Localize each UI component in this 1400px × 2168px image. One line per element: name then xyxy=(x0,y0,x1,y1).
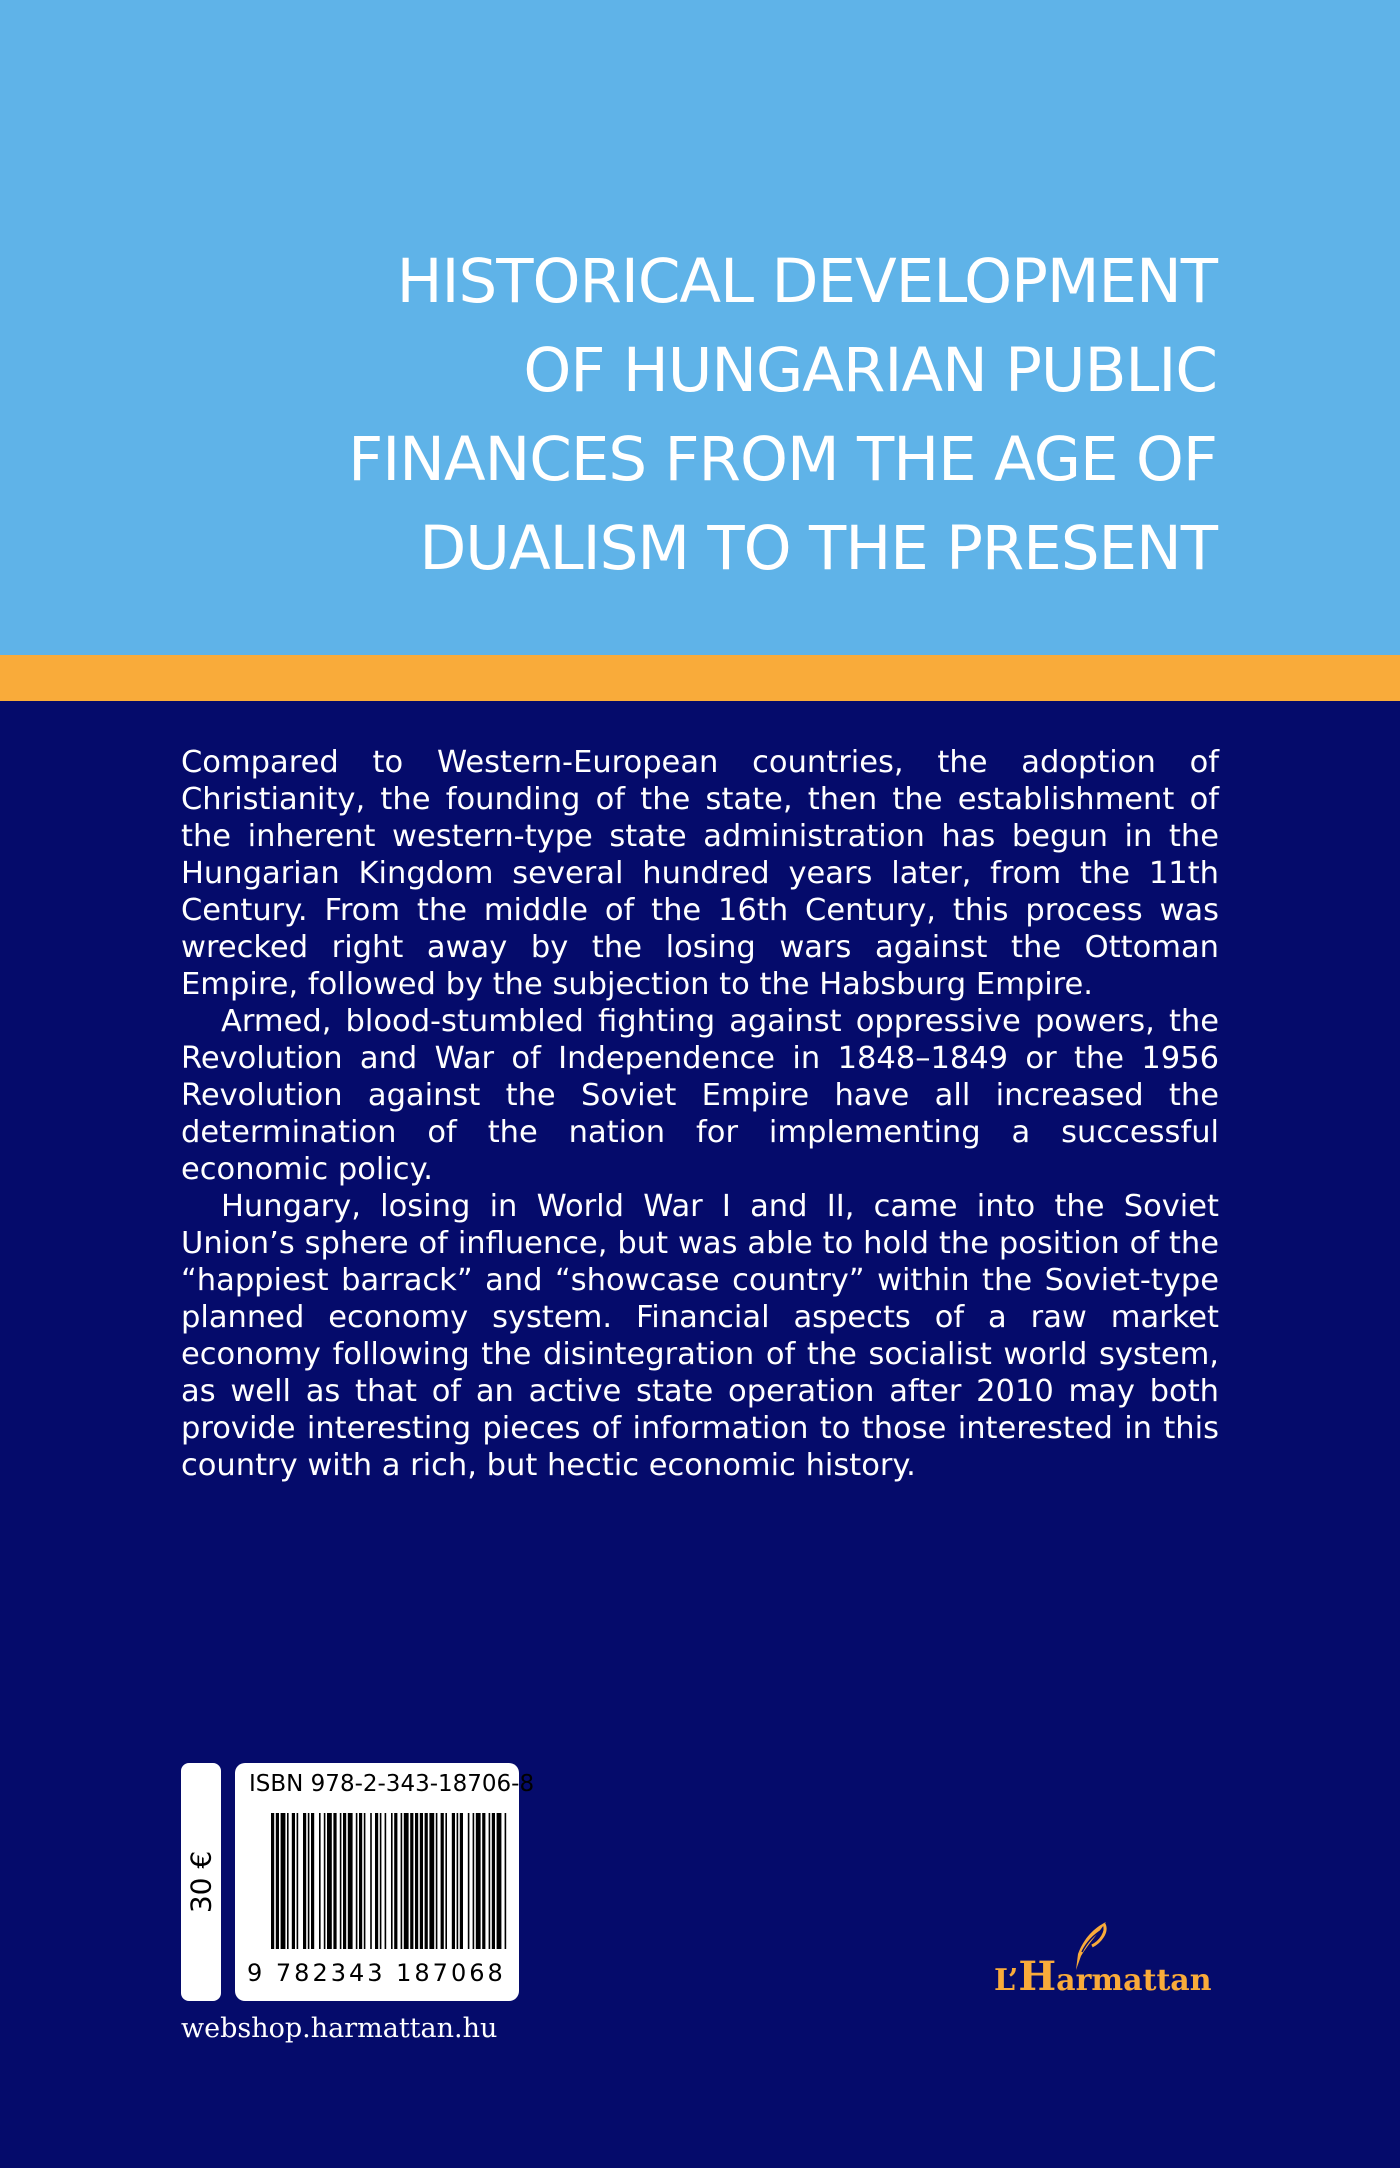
barcode-bar xyxy=(473,1813,475,1949)
barcode-bar xyxy=(287,1813,289,1949)
barcode-bar xyxy=(308,1813,310,1949)
barcode-bar xyxy=(380,1813,382,1949)
barcode-bar xyxy=(425,1813,428,1949)
barcode-bar xyxy=(394,1813,397,1949)
isbn-label: ISBN 978-2-343-18706-8 xyxy=(249,1771,535,1797)
barcode-bar xyxy=(356,1813,358,1949)
barcode-bar xyxy=(319,1813,321,1949)
publisher-rest: armattan xyxy=(1056,1963,1212,1998)
price-box xyxy=(181,1763,221,2001)
barcode-bar xyxy=(460,1813,463,1949)
barcode-bar xyxy=(436,1813,438,1949)
barcode-bar xyxy=(410,1813,413,1949)
barcode-bar xyxy=(303,1813,306,1949)
publisher-initial: H xyxy=(1018,1953,1057,2000)
title-line-4: DUALISM TO THE PRESENT xyxy=(419,513,1217,584)
barcode-bar xyxy=(281,1813,286,1949)
orange-stripe xyxy=(0,655,1400,701)
barcode-bar xyxy=(489,1813,491,1949)
barcode-bar xyxy=(385,1813,387,1949)
barcode-bar xyxy=(476,1813,481,1949)
barcode-bar xyxy=(292,1813,295,1949)
barcode-bar xyxy=(457,1813,459,1949)
barcode-bar xyxy=(340,1813,342,1949)
back-cover-blurb xyxy=(181,744,1219,1484)
barcode-bar xyxy=(276,1813,279,1949)
barcode-bar xyxy=(375,1813,378,1949)
blurb-paragraph-1: Compared to Western-European countries, the adoption of Christianity, the founding of the state, then the establishment of the inherent western-type state administration has begun in the Hungarian Kingdom several hundred years later, from the 11th Century. From the middle of the 16th Century, this process was wrecked right away by the losing wars against the Ottoman Empire, followed by the subjection to the Habsburg Empire. xyxy=(181,745,1219,1002)
publisher-logo xyxy=(994,1920,1220,2000)
barcode-bar xyxy=(441,1813,444,1949)
barcode-bar xyxy=(311,1813,314,1949)
barcode-bar xyxy=(505,1813,507,1949)
barcode-bar xyxy=(468,1813,470,1949)
barcode-bar xyxy=(415,1813,418,1949)
publisher-name xyxy=(994,1953,1212,2000)
blurb-paragraph-3: Hungary, losing in World War I and II, came into the Soviet Union’s sphere of influence, but was able to hold the position of the “happiest barrack” and “showcase country” within the Soviet-type planned economy system. Financial aspects of a raw market economy following the disintegration of the socialist world system, as well as that of an active state operation after 2010 may both provide interesting pieces of information to those interested in this country with a rich, but hectic economic history. xyxy=(181,1189,1219,1483)
barcode-bar xyxy=(429,1813,434,1949)
barcode-bar xyxy=(324,1813,326,1949)
barcode-digits: 9 782343 187068 xyxy=(247,1959,506,1987)
barcode-bar xyxy=(492,1813,495,1949)
title-line-2: OF HUNGARIAN PUBLIC xyxy=(523,335,1217,406)
barcode-bar xyxy=(271,1813,274,1949)
barcode-bar xyxy=(401,1813,403,1949)
barcode-bar xyxy=(333,1813,336,1949)
barcode-bar xyxy=(497,1813,502,1949)
barcode-bar xyxy=(391,1813,393,1949)
blurb-paragraph-2: Armed, blood-stumbled fighting against oppressive powers, the Revolution and War of Independence in 1848–1849 or the 1956 Revolution against the Soviet Empire have all increased the determination of the nation for implementing a successful economic policy. xyxy=(181,1004,1219,1187)
barcode-bar xyxy=(359,1813,362,1949)
price-label: 30 € xyxy=(184,1850,218,1914)
barcode-bar xyxy=(452,1813,455,1949)
barcode-bar xyxy=(370,1813,372,1949)
title-line-1: HISTORICAL DEVELOPMENT xyxy=(396,246,1217,317)
barcode-icon xyxy=(271,1813,507,1949)
barcode-bar xyxy=(445,1813,447,1949)
barcode-bar xyxy=(420,1813,423,1949)
barcode-bar xyxy=(343,1813,346,1949)
website-url: webshop.harmattan.hu xyxy=(181,2013,498,2044)
title-line-3: FINANCES FROM THE AGE OF xyxy=(348,424,1217,495)
isbn-box xyxy=(235,1763,535,2001)
barcode-bar xyxy=(364,1813,366,1949)
publisher-prefix: L’ xyxy=(994,1963,1019,1998)
barcode-bar xyxy=(404,1813,409,1949)
barcode-bar xyxy=(482,1813,485,1949)
barcode-bar xyxy=(348,1813,353,1949)
book-title xyxy=(217,237,1217,593)
barcode-bar xyxy=(297,1813,299,1949)
barcode-bar xyxy=(327,1813,332,1949)
